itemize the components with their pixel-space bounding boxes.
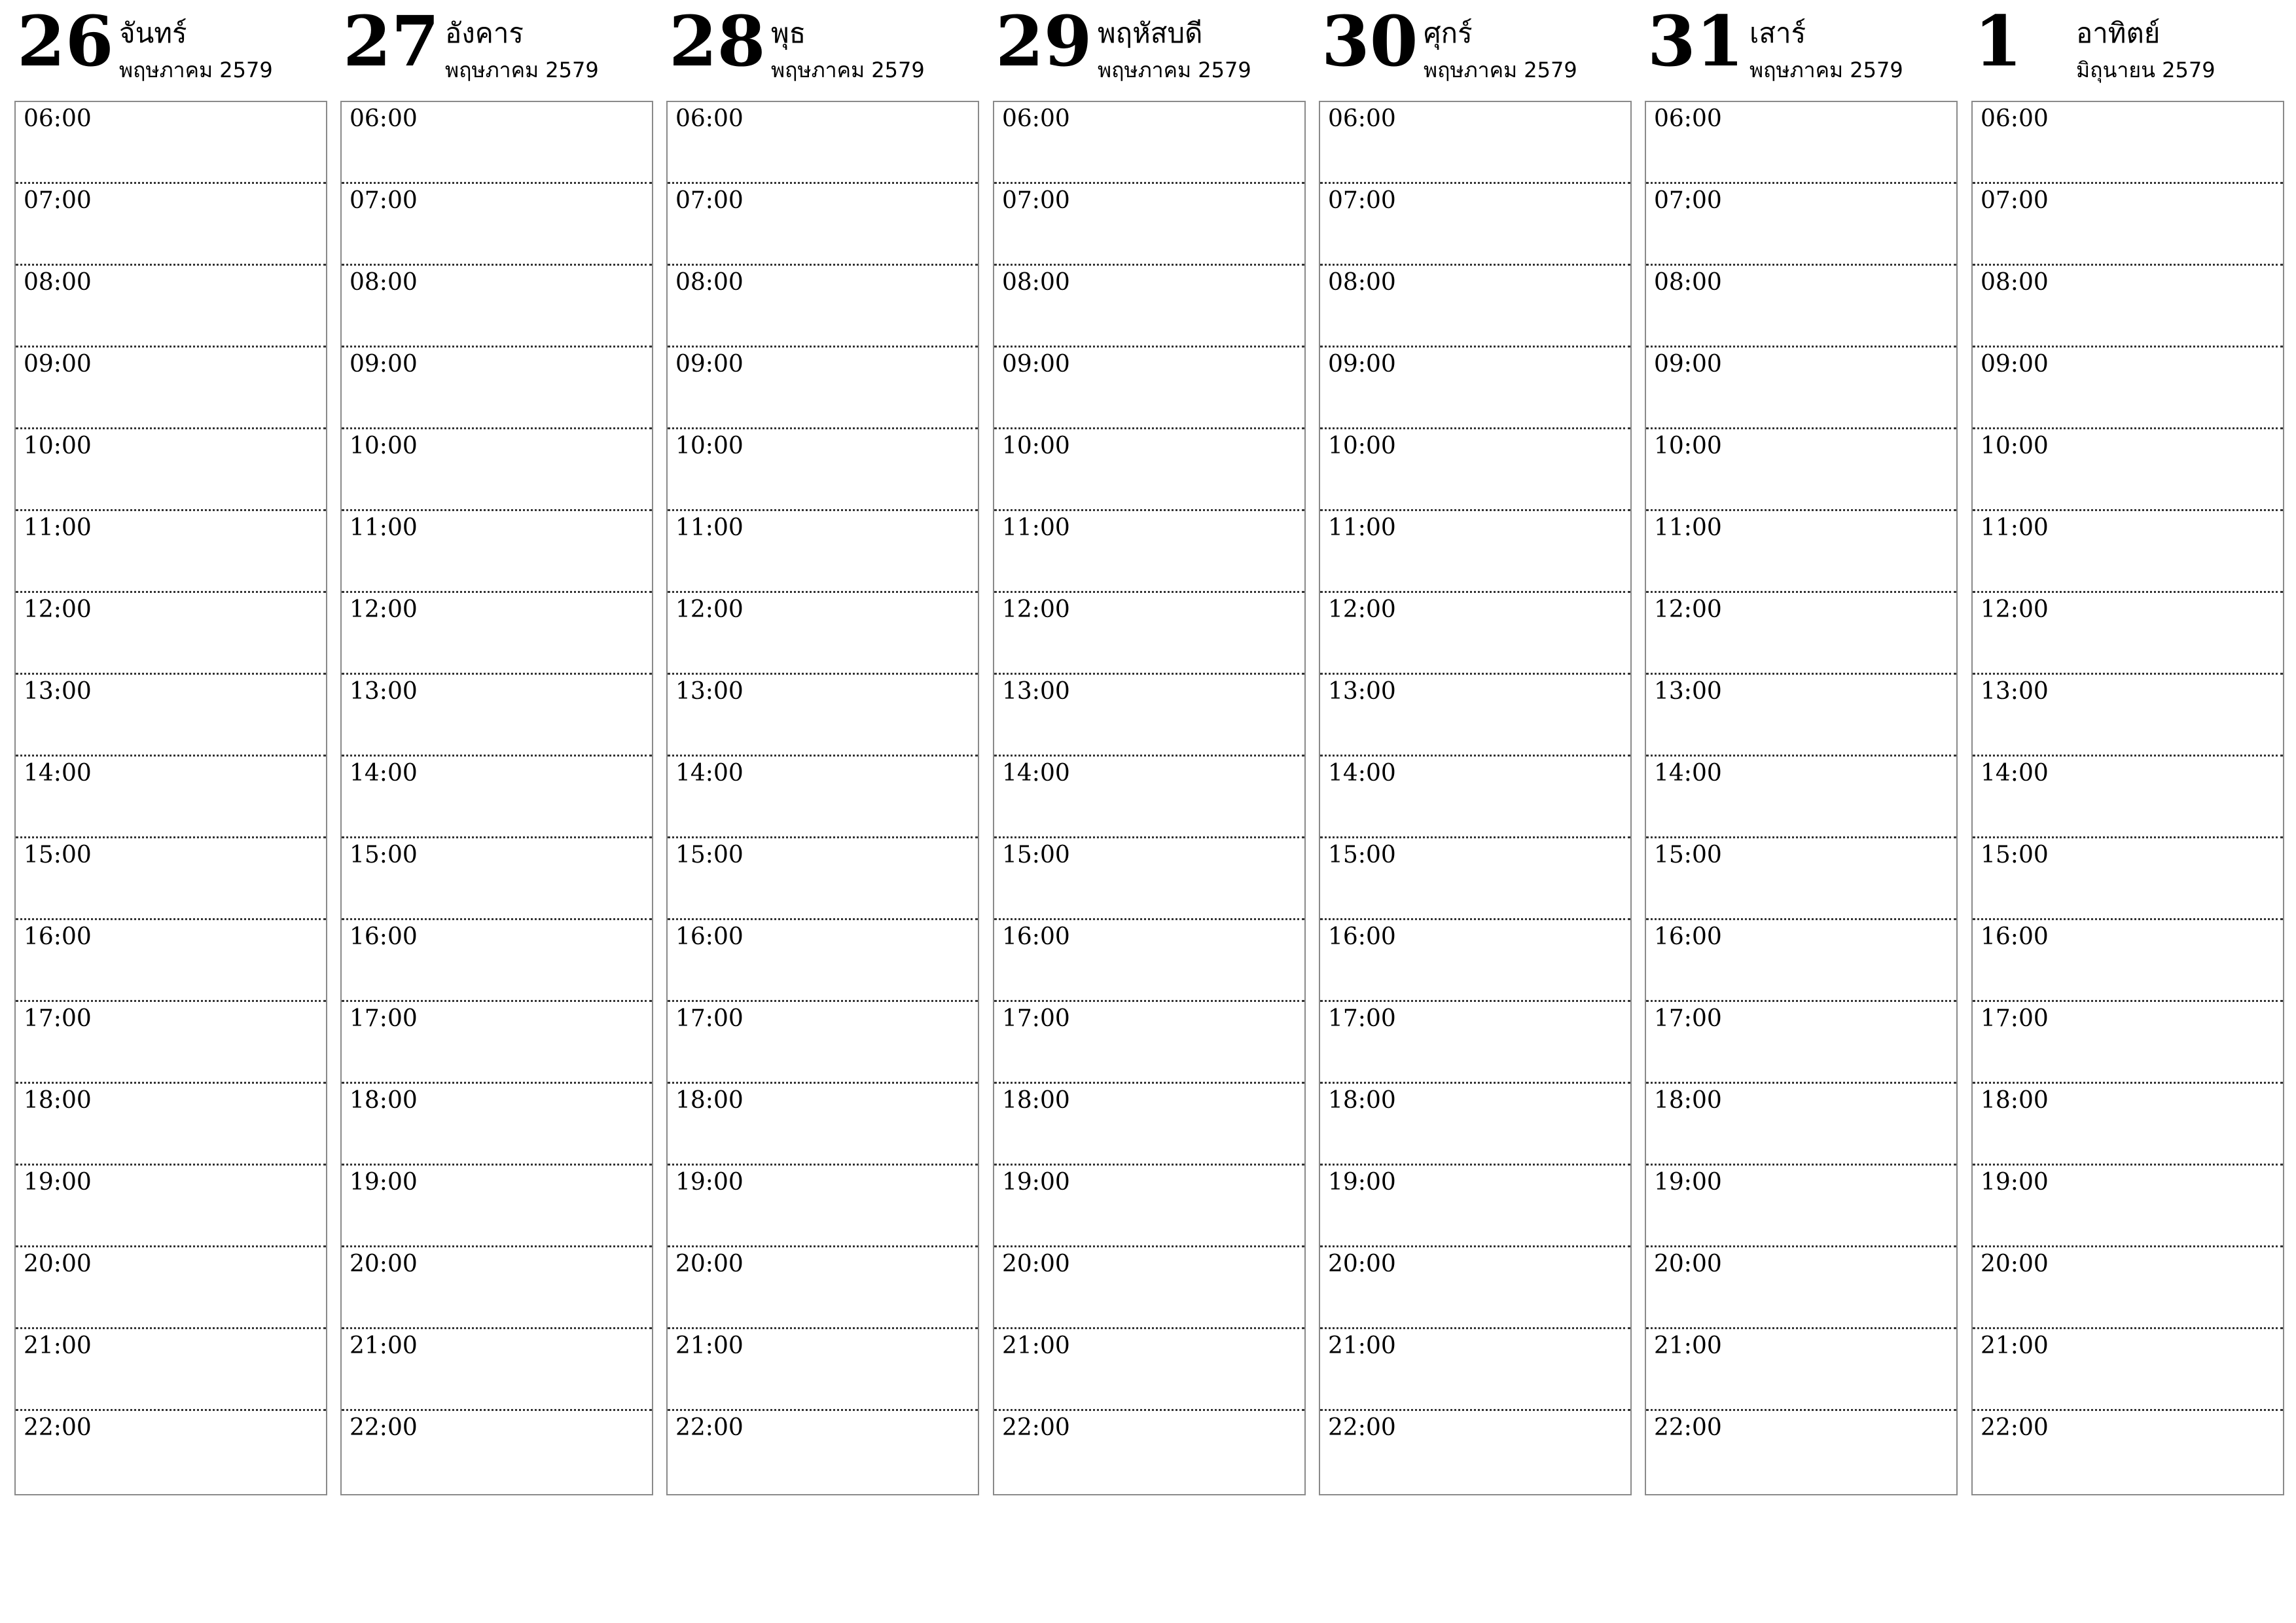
hour-label: 09:00 (1654, 351, 1722, 378)
hour-slot[interactable] (342, 184, 652, 266)
hour-slot[interactable] (342, 1002, 652, 1084)
hour-slot[interactable] (1646, 1002, 1956, 1084)
hour-slot[interactable] (16, 429, 326, 511)
hour-label: 19:00 (1981, 1169, 2049, 1196)
hour-label: 10:00 (1654, 433, 1722, 459)
hour-label: 20:00 (675, 1251, 744, 1277)
hour-label: 17:00 (1002, 1005, 1070, 1032)
hour-slot[interactable] (1973, 1247, 2283, 1329)
hour-label: 22:00 (1981, 1414, 2049, 1441)
hour-slot[interactable] (1320, 593, 1630, 675)
hour-slot[interactable] (16, 102, 326, 184)
day-header (1971, 0, 2284, 98)
hour-label: 08:00 (350, 269, 418, 296)
hour-slot[interactable] (1646, 511, 1956, 593)
hour-label: 20:00 (350, 1251, 418, 1277)
hour-label: 14:00 (1328, 760, 1396, 787)
hour-slot[interactable] (1973, 429, 2283, 511)
hour-slot[interactable] (668, 675, 978, 757)
hour-slot[interactable] (994, 593, 1304, 675)
hour-slot[interactable] (1973, 184, 2283, 266)
hour-label: 07:00 (350, 187, 418, 214)
hour-slot[interactable] (16, 184, 326, 266)
hour-slot[interactable] (1973, 838, 2283, 920)
hour-label: 19:00 (1328, 1169, 1396, 1196)
hour-slot[interactable] (342, 675, 652, 757)
day-name: จันทร์ (119, 17, 187, 49)
month-year: พฤษภาคม 2579 (119, 58, 273, 82)
hour-label: 18:00 (350, 1087, 418, 1114)
hour-slot[interactable] (668, 593, 978, 675)
hour-slot[interactable] (994, 348, 1304, 429)
month-year: พฤษภาคม 2579 (1749, 58, 1903, 82)
hour-slot[interactable] (1320, 511, 1630, 593)
hour-label: 09:00 (675, 351, 744, 378)
hour-label: 08:00 (1654, 269, 1722, 296)
hour-slot[interactable] (16, 1166, 326, 1247)
hour-label: 10:00 (1002, 433, 1070, 459)
hour-slot[interactable] (16, 1247, 326, 1329)
hour-label: 11:00 (675, 514, 744, 541)
day-schedule-box (14, 101, 327, 1495)
day-name: พุธ (771, 17, 806, 49)
hour-slot[interactable] (1646, 1084, 1956, 1166)
hour-slot[interactable] (1973, 1166, 2283, 1247)
hour-label: 18:00 (24, 1087, 92, 1114)
hour-label: 21:00 (350, 1332, 418, 1359)
day-column (340, 0, 653, 1499)
day-number: 1 (1974, 0, 2022, 82)
hour-label: 06:00 (1328, 105, 1396, 132)
hour-label: 16:00 (1981, 923, 2049, 950)
hour-slot[interactable] (1646, 1247, 1956, 1329)
hour-slot[interactable] (1320, 348, 1630, 429)
hour-label: 13:00 (1002, 678, 1070, 705)
hour-label: 16:00 (350, 923, 418, 950)
hour-slot[interactable] (1320, 1084, 1630, 1166)
hour-slot[interactable] (994, 184, 1304, 266)
hour-label: 13:00 (1981, 678, 2049, 705)
hour-slot[interactable] (16, 838, 326, 920)
day-column (993, 0, 1306, 1499)
hour-slot[interactable] (342, 429, 652, 511)
hour-slot[interactable] (1646, 757, 1956, 838)
hour-label: 17:00 (350, 1005, 418, 1032)
hour-slot[interactable] (1320, 757, 1630, 838)
hour-slot[interactable] (668, 184, 978, 266)
hour-label: 12:00 (1328, 596, 1396, 623)
hour-label: 19:00 (1002, 1169, 1070, 1196)
month-year: พฤษภาคม 2579 (1424, 58, 1577, 82)
hour-label: 15:00 (1654, 842, 1722, 868)
hour-label: 19:00 (1654, 1169, 1722, 1196)
day-number: 29 (996, 0, 1092, 82)
hour-label: 22:00 (1654, 1414, 1722, 1441)
day-schedule-box (1645, 101, 1958, 1495)
hour-slot[interactable] (342, 1084, 652, 1166)
hour-slot[interactable] (668, 429, 978, 511)
hour-label: 21:00 (1654, 1332, 1722, 1359)
hour-slot[interactable] (668, 1084, 978, 1166)
hour-label: 18:00 (1981, 1087, 2049, 1114)
hour-slot[interactable] (1973, 675, 2283, 757)
hour-slot[interactable] (1646, 675, 1956, 757)
hour-slot[interactable] (994, 266, 1304, 348)
hour-label: 09:00 (24, 351, 92, 378)
hour-slot[interactable] (1646, 1411, 1956, 1493)
hour-label: 20:00 (1328, 1251, 1396, 1277)
day-schedule-box (666, 101, 979, 1495)
day-header (666, 0, 979, 98)
hour-slot[interactable] (994, 1411, 1304, 1493)
hour-label: 11:00 (1328, 514, 1396, 541)
hour-label: 14:00 (675, 760, 744, 787)
hour-label: 06:00 (24, 105, 92, 132)
hour-label: 10:00 (24, 433, 92, 459)
hour-label: 22:00 (675, 1414, 744, 1441)
day-header (1319, 0, 1632, 98)
hour-label: 19:00 (350, 1169, 418, 1196)
hour-slot[interactable] (16, 1084, 326, 1166)
hour-slot[interactable] (668, 1411, 978, 1493)
hour-label: 21:00 (1981, 1332, 2049, 1359)
hour-slot[interactable] (1973, 757, 2283, 838)
hour-label: 06:00 (1981, 105, 2049, 132)
day-column (1319, 0, 1632, 1499)
hour-label: 13:00 (350, 678, 418, 705)
hour-slot[interactable] (994, 1247, 1304, 1329)
hour-slot[interactable] (342, 102, 652, 184)
hour-label: 13:00 (24, 678, 92, 705)
hour-label: 12:00 (350, 596, 418, 623)
hour-label: 21:00 (24, 1332, 92, 1359)
hour-slot[interactable] (994, 429, 1304, 511)
hour-slot[interactable] (1320, 184, 1630, 266)
hour-label: 10:00 (1328, 433, 1396, 459)
hour-slot[interactable] (1646, 429, 1956, 511)
hour-slot[interactable] (342, 1166, 652, 1247)
hour-slot[interactable] (668, 348, 978, 429)
hour-label: 18:00 (1328, 1087, 1396, 1114)
hour-slot[interactable] (668, 102, 978, 184)
hour-label: 07:00 (675, 187, 744, 214)
month-year: พฤษภาคม 2579 (1098, 58, 1251, 82)
hour-label: 08:00 (1002, 269, 1070, 296)
hour-label: 12:00 (24, 596, 92, 623)
hour-slot[interactable] (1320, 429, 1630, 511)
hour-label: 22:00 (1002, 1414, 1070, 1441)
hour-label: 12:00 (675, 596, 744, 623)
hour-label: 09:00 (1002, 351, 1070, 378)
hour-slot[interactable] (668, 1329, 978, 1411)
hour-slot[interactable] (1320, 1247, 1630, 1329)
hour-slot[interactable] (1320, 1329, 1630, 1411)
hour-label: 14:00 (1002, 760, 1070, 787)
month-year: พฤษภาคม 2579 (771, 58, 925, 82)
hour-label: 19:00 (24, 1169, 92, 1196)
hour-label: 21:00 (1002, 1332, 1070, 1359)
hour-slot[interactable] (1320, 675, 1630, 757)
day-number: 31 (1647, 0, 1744, 82)
hour-label: 17:00 (1328, 1005, 1396, 1032)
hour-label: 15:00 (675, 842, 744, 868)
hour-slot[interactable] (1973, 1002, 2283, 1084)
hour-label: 22:00 (24, 1414, 92, 1441)
hour-slot[interactable] (1320, 1411, 1630, 1493)
hour-label: 11:00 (350, 514, 418, 541)
day-name: พฤหัสบดี (1098, 17, 1203, 49)
day-column (1971, 0, 2284, 1499)
hour-slot[interactable] (1973, 1411, 2283, 1493)
hour-label: 20:00 (1981, 1251, 2049, 1277)
hour-slot[interactable] (1646, 266, 1956, 348)
hour-label: 11:00 (1981, 514, 2049, 541)
day-number: 30 (1321, 0, 1418, 82)
day-column (14, 0, 327, 1499)
hour-label: 07:00 (1981, 187, 2049, 214)
hour-slot[interactable] (1646, 184, 1956, 266)
hour-slot[interactable] (16, 1002, 326, 1084)
hour-label: 09:00 (1328, 351, 1396, 378)
day-number: 28 (669, 0, 766, 82)
hour-slot[interactable] (342, 266, 652, 348)
hour-slot[interactable] (1320, 102, 1630, 184)
hour-label: 07:00 (1654, 187, 1722, 214)
hour-slot[interactable] (994, 920, 1304, 1002)
hour-label: 15:00 (1002, 842, 1070, 868)
day-header (14, 0, 327, 98)
hour-slot[interactable] (1973, 1084, 2283, 1166)
hour-slot[interactable] (1973, 920, 2283, 1002)
hour-slot[interactable] (668, 1002, 978, 1084)
hour-slot[interactable] (16, 1329, 326, 1411)
hour-slot[interactable] (16, 675, 326, 757)
hour-label: 08:00 (24, 269, 92, 296)
hour-label: 12:00 (1654, 596, 1722, 623)
hour-label: 08:00 (675, 269, 744, 296)
hour-label: 07:00 (24, 187, 92, 214)
hour-label: 17:00 (1981, 1005, 2049, 1032)
hour-label: 18:00 (1654, 1087, 1722, 1114)
hour-label: 19:00 (675, 1169, 744, 1196)
day-schedule-box (993, 101, 1306, 1495)
hour-slot[interactable] (342, 348, 652, 429)
hour-label: 11:00 (1654, 514, 1722, 541)
hour-slot[interactable] (1320, 1166, 1630, 1247)
hour-slot[interactable] (1646, 838, 1956, 920)
hour-label: 15:00 (1981, 842, 2049, 868)
hour-slot[interactable] (342, 511, 652, 593)
day-name: เสาร์ (1749, 17, 1806, 49)
hour-label: 17:00 (24, 1005, 92, 1032)
hour-slot[interactable] (994, 757, 1304, 838)
hour-slot[interactable] (668, 920, 978, 1002)
hour-label: 20:00 (24, 1251, 92, 1277)
hour-label: 13:00 (1654, 678, 1722, 705)
hour-label: 06:00 (350, 105, 418, 132)
hour-slot[interactable] (342, 1411, 652, 1493)
hour-label: 10:00 (675, 433, 744, 459)
hour-slot[interactable] (994, 675, 1304, 757)
hour-label: 11:00 (24, 514, 92, 541)
hour-label: 08:00 (1981, 269, 2049, 296)
hour-label: 18:00 (1002, 1087, 1070, 1114)
day-schedule-box (1319, 101, 1632, 1495)
day-name: อาทิตย์ (2076, 17, 2161, 49)
hour-label: 11:00 (1002, 514, 1070, 541)
hour-label: 12:00 (1981, 596, 2049, 623)
hour-slot[interactable] (16, 266, 326, 348)
hour-label: 16:00 (675, 923, 744, 950)
hour-label: 07:00 (1002, 187, 1070, 214)
hour-label: 20:00 (1654, 1251, 1722, 1277)
hour-slot[interactable] (994, 1166, 1304, 1247)
hour-slot[interactable] (668, 266, 978, 348)
hour-slot[interactable] (668, 1247, 978, 1329)
hour-label: 17:00 (675, 1005, 744, 1032)
day-number: 27 (343, 0, 440, 82)
day-column (1645, 0, 1958, 1499)
hour-label: 14:00 (1981, 760, 2049, 787)
month-year: มิถุนายน 2579 (2076, 58, 2215, 82)
hour-label: 09:00 (350, 351, 418, 378)
hour-slot[interactable] (1646, 593, 1956, 675)
day-name: อังคาร (445, 17, 524, 49)
day-header (340, 0, 653, 98)
hour-slot[interactable] (16, 1411, 326, 1493)
hour-slot[interactable] (342, 838, 652, 920)
hour-slot[interactable] (1973, 348, 2283, 429)
day-header (1645, 0, 1958, 98)
hour-label: 16:00 (24, 923, 92, 950)
day-name: ศุกร์ (1424, 17, 1473, 49)
hour-label: 13:00 (1328, 678, 1396, 705)
month-year: พฤษภาคม 2579 (445, 58, 599, 82)
hour-slot[interactable] (342, 757, 652, 838)
hour-slot[interactable] (1646, 348, 1956, 429)
hour-label: 22:00 (1328, 1414, 1396, 1441)
hour-label: 06:00 (1002, 105, 1070, 132)
hour-label: 10:00 (350, 433, 418, 459)
hour-slot[interactable] (1646, 1166, 1956, 1247)
day-number: 26 (17, 0, 114, 82)
hour-slot[interactable] (1320, 838, 1630, 920)
hour-slot[interactable] (342, 1329, 652, 1411)
hour-label: 12:00 (1002, 596, 1070, 623)
hour-slot[interactable] (342, 1247, 652, 1329)
hour-label: 16:00 (1654, 923, 1722, 950)
hour-slot[interactable] (342, 593, 652, 675)
hour-slot[interactable] (16, 348, 326, 429)
hour-slot[interactable] (1320, 920, 1630, 1002)
hour-label: 21:00 (675, 1332, 744, 1359)
hour-slot[interactable] (994, 838, 1304, 920)
day-schedule-box (1971, 101, 2284, 1495)
hour-slot[interactable] (994, 1002, 1304, 1084)
hour-slot[interactable] (342, 920, 652, 1002)
day-column (666, 0, 979, 1499)
hour-label: 16:00 (1328, 923, 1396, 950)
hour-slot[interactable] (994, 102, 1304, 184)
day-header (993, 0, 1306, 98)
hour-slot[interactable] (16, 511, 326, 593)
hour-label: 18:00 (675, 1087, 744, 1114)
hour-slot[interactable] (994, 1329, 1304, 1411)
hour-slot[interactable] (994, 511, 1304, 593)
hour-label: 06:00 (1654, 105, 1722, 132)
hour-label: 09:00 (1981, 351, 2049, 378)
hour-label: 10:00 (1981, 433, 2049, 459)
hour-slot[interactable] (16, 757, 326, 838)
hour-slot[interactable] (668, 838, 978, 920)
hour-slot[interactable] (668, 757, 978, 838)
hour-slot[interactable] (1320, 266, 1630, 348)
hour-label: 22:00 (350, 1414, 418, 1441)
hour-slot[interactable] (668, 511, 978, 593)
hour-label: 14:00 (1654, 760, 1722, 787)
hour-slot[interactable] (1646, 1329, 1956, 1411)
hour-slot[interactable] (16, 920, 326, 1002)
hour-label: 16:00 (1002, 923, 1070, 950)
day-schedule-box (340, 101, 653, 1495)
hour-label: 14:00 (24, 760, 92, 787)
hour-slot[interactable] (1646, 102, 1956, 184)
hour-slot[interactable] (1973, 266, 2283, 348)
hour-slot[interactable] (1973, 102, 2283, 184)
hour-label: 06:00 (675, 105, 744, 132)
hour-slot[interactable] (668, 1166, 978, 1247)
hour-label: 20:00 (1002, 1251, 1070, 1277)
hour-label: 07:00 (1328, 187, 1396, 214)
hour-label: 08:00 (1328, 269, 1396, 296)
hour-label: 21:00 (1328, 1332, 1396, 1359)
hour-slot[interactable] (1973, 511, 2283, 593)
hour-slot[interactable] (1646, 920, 1956, 1002)
hour-slot[interactable] (16, 593, 326, 675)
hour-label: 14:00 (350, 760, 418, 787)
hour-slot[interactable] (994, 1084, 1304, 1166)
hour-label: 15:00 (24, 842, 92, 868)
hour-slot[interactable] (1973, 1329, 2283, 1411)
hour-label: 15:00 (350, 842, 418, 868)
hour-slot[interactable] (1973, 593, 2283, 675)
hour-label: 15:00 (1328, 842, 1396, 868)
hour-label: 17:00 (1654, 1005, 1722, 1032)
hour-label: 13:00 (675, 678, 744, 705)
hour-slot[interactable] (1320, 1002, 1630, 1084)
